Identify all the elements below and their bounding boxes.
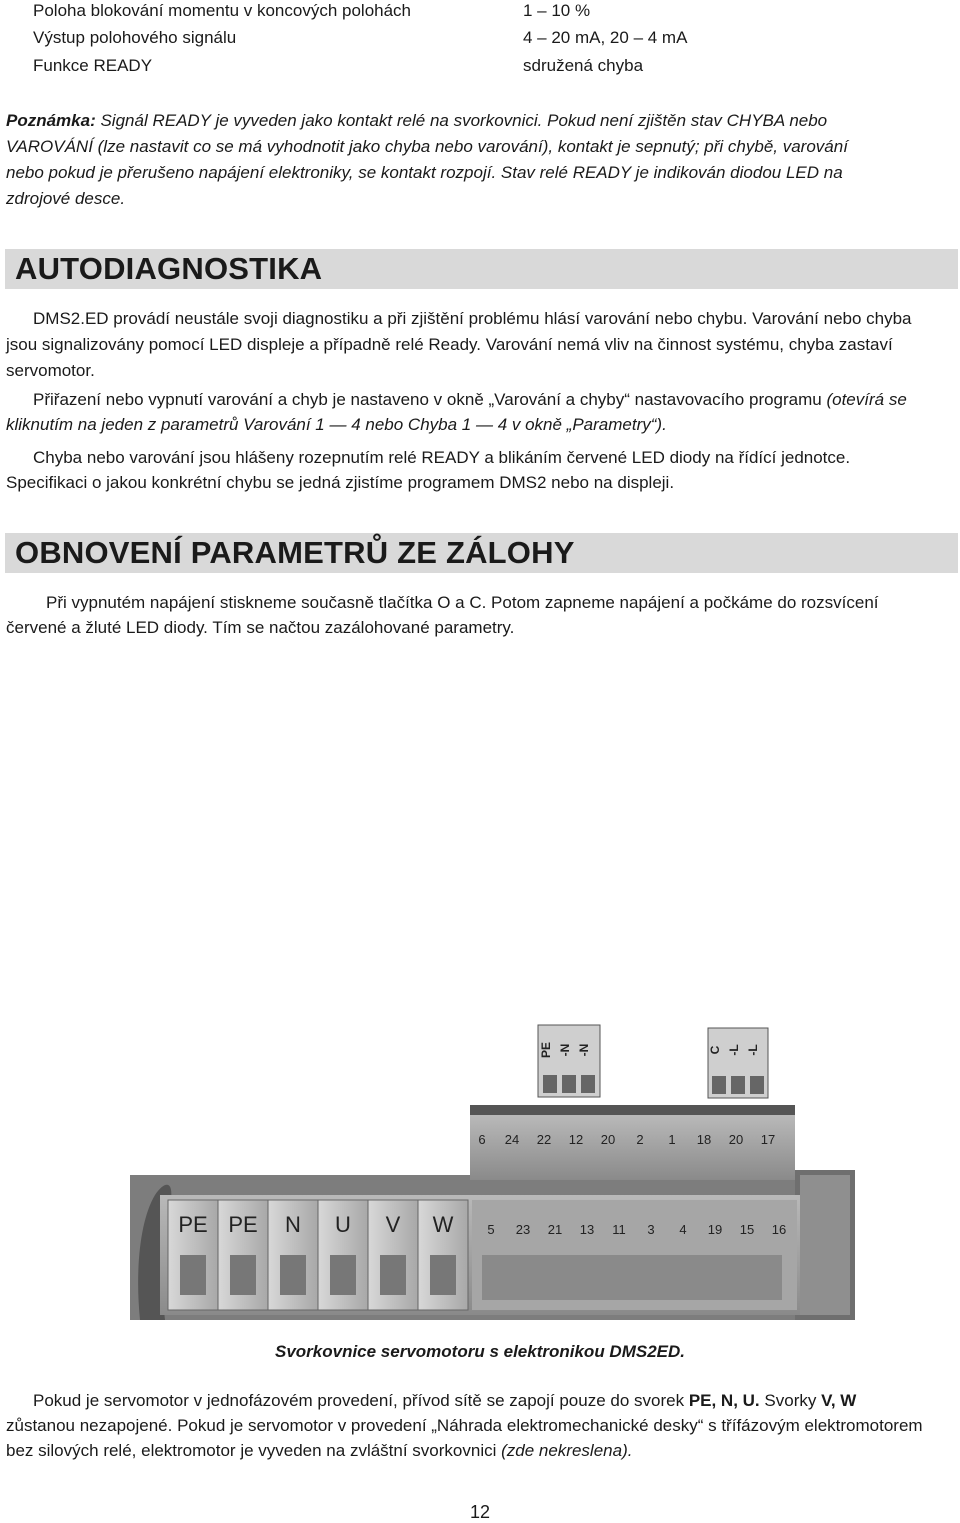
text-plain: Pokud je servomotor v jednofázovém provedení, přívod sítě se zapojí pouze do svorek	[33, 1391, 689, 1410]
spec-value: 4 – 20 mA, 20 – 4 mA	[523, 28, 688, 47]
text-line	[33, 1388, 958, 1414]
figure-caption: Svorkovnice servomotoru s elektronikou DMS2ED.	[274, 1342, 685, 1361]
terminal-number: 17	[760, 1132, 776, 1147]
text-italic: (zde nekreslena).	[501, 1441, 633, 1460]
terminal-number: 12	[568, 1132, 584, 1147]
note-line: nebo pokud je přerušeno napájení elektroniky, se kontakt rozpojí. Stav relé READY je indikován diodou LED na	[6, 163, 843, 182]
terminal-label: U	[335, 1212, 351, 1237]
plug-label: -L	[727, 1044, 741, 1056]
terminal-label: V	[385, 1212, 401, 1237]
section-heading-autodiagnostika: AUTODIAGNOSTIKA	[5, 249, 958, 289]
terminal-label: W	[432, 1212, 454, 1237]
terminal-number: 20	[728, 1132, 744, 1147]
note-label: Poznámka:	[6, 111, 96, 130]
text-line: jsou signalizovány pomocí LED displeje a případně relé Ready. Varování nemá vliv na činnost systému, chyba zastaví	[6, 335, 893, 354]
terminal-number: 4	[679, 1222, 687, 1237]
terminal-number: 2	[636, 1132, 644, 1147]
terminal-number: 5	[487, 1222, 495, 1237]
spec-value: 1 – 10 %	[523, 1, 591, 20]
text-line	[6, 1438, 958, 1464]
terminal-label: PE	[178, 1212, 208, 1237]
spec-label: Výstup polohového signálu	[33, 28, 237, 47]
terminal-number: 18	[696, 1132, 712, 1147]
section-heading-obnoveni: OBNOVENÍ PARAMETRŮ ZE ZÁLOHY	[5, 533, 958, 573]
text-bold: PE, N, U.	[688, 1391, 760, 1410]
power-terminals	[168, 1200, 468, 1310]
terminal-number: 11	[612, 1222, 626, 1237]
terminal-number: 16	[771, 1222, 787, 1237]
terminal-number: 1	[668, 1132, 676, 1147]
terminal-number: 23	[515, 1222, 531, 1237]
terminal-number: 24	[504, 1132, 520, 1147]
spec-label: Funkce READY	[33, 56, 153, 75]
text-plain: Přiřazení nebo vypnutí varování a chyb je nastaveno v okně „Varování a chyby“ nastavovacího programu	[33, 390, 827, 409]
terminal-number: 22	[536, 1132, 552, 1147]
text-line: DMS2.ED provádí neustále svoji diagnostiku a při zjištění problému hlásí varování nebo chybu. Varování nebo chyba	[33, 309, 912, 328]
text-line: kliknutím na jeden z parametrů Varování 1 — 4 nebo Chyba 1 — 4 v okně „Parametry“).	[6, 415, 667, 434]
text-line: zůstanou nezapojené. Pokud je servomotor v provedení „Náhrada elektromechanické desky“ s třífázovým elektromotorem	[6, 1416, 923, 1435]
text-plain: Svorky	[759, 1391, 822, 1410]
terminal-number: 21	[547, 1222, 563, 1237]
plug-label: PE	[539, 1041, 553, 1059]
terminal-number: 6	[478, 1132, 486, 1147]
text-line: Při vypnutém napájení stiskneme současně tlačítka O a C. Potom zapneme napájení a počkáme do rozsvícení	[46, 593, 879, 612]
page-number: 12	[469, 1502, 491, 1522]
terminal-number: 3	[647, 1222, 655, 1237]
terminal-number: 20	[600, 1132, 616, 1147]
plug-block-2	[708, 1028, 768, 1098]
text-italic: (otevírá se	[826, 390, 907, 409]
text-line: Specifikaci o jakou konkrétní chybu se jedná zjistíme programem DMS2 nebo na displeji.	[6, 473, 675, 492]
plug-label: -N	[577, 1043, 591, 1057]
text-line	[33, 387, 958, 413]
text-line: červené a žluté LED diody. Tím se načtou zazálohované parametry.	[6, 618, 515, 637]
terminal-label: N	[285, 1212, 301, 1237]
terminal-label: PE	[228, 1212, 258, 1237]
note-line: zdrojové desce.	[6, 189, 126, 208]
signal-terminals-bottom	[472, 1200, 797, 1310]
plug-label: -N	[558, 1043, 572, 1057]
plug-label: C	[708, 1045, 722, 1055]
terminal-number: 19	[707, 1222, 723, 1237]
text-line: Chyba nebo varování jsou hlášeny rozepnutím relé READY a blikáním červené LED diody na řídící jednotce.	[33, 448, 851, 467]
spec-value: sdružená chyba	[523, 56, 644, 75]
note-line	[6, 108, 958, 134]
terminal-number: 15	[739, 1222, 755, 1237]
terminal-number: 13	[579, 1222, 595, 1237]
note-text: Signál READY je vyveden jako kontakt relé na svorkovnici. Pokud není zjištěn stav CHYBA nebo	[95, 111, 828, 130]
plug-label: -L	[746, 1044, 760, 1056]
text-line: servomotor.	[6, 361, 95, 380]
note-line: VAROVÁNÍ (lze nastavit co se má vyhodnotit jako chyba nebo varování), kontakt je sepnutý; při chybě, varování	[6, 137, 848, 156]
terminal-block-photo	[120, 1020, 860, 1320]
text-bold: V, W	[821, 1391, 857, 1410]
text-plain: bez silových relé, elektromotor je vyveden na zvláštní svorkovnici	[6, 1441, 502, 1460]
spec-label: Poloha blokování momentu v koncových polohách	[33, 1, 412, 20]
plug-block-1	[538, 1025, 600, 1097]
